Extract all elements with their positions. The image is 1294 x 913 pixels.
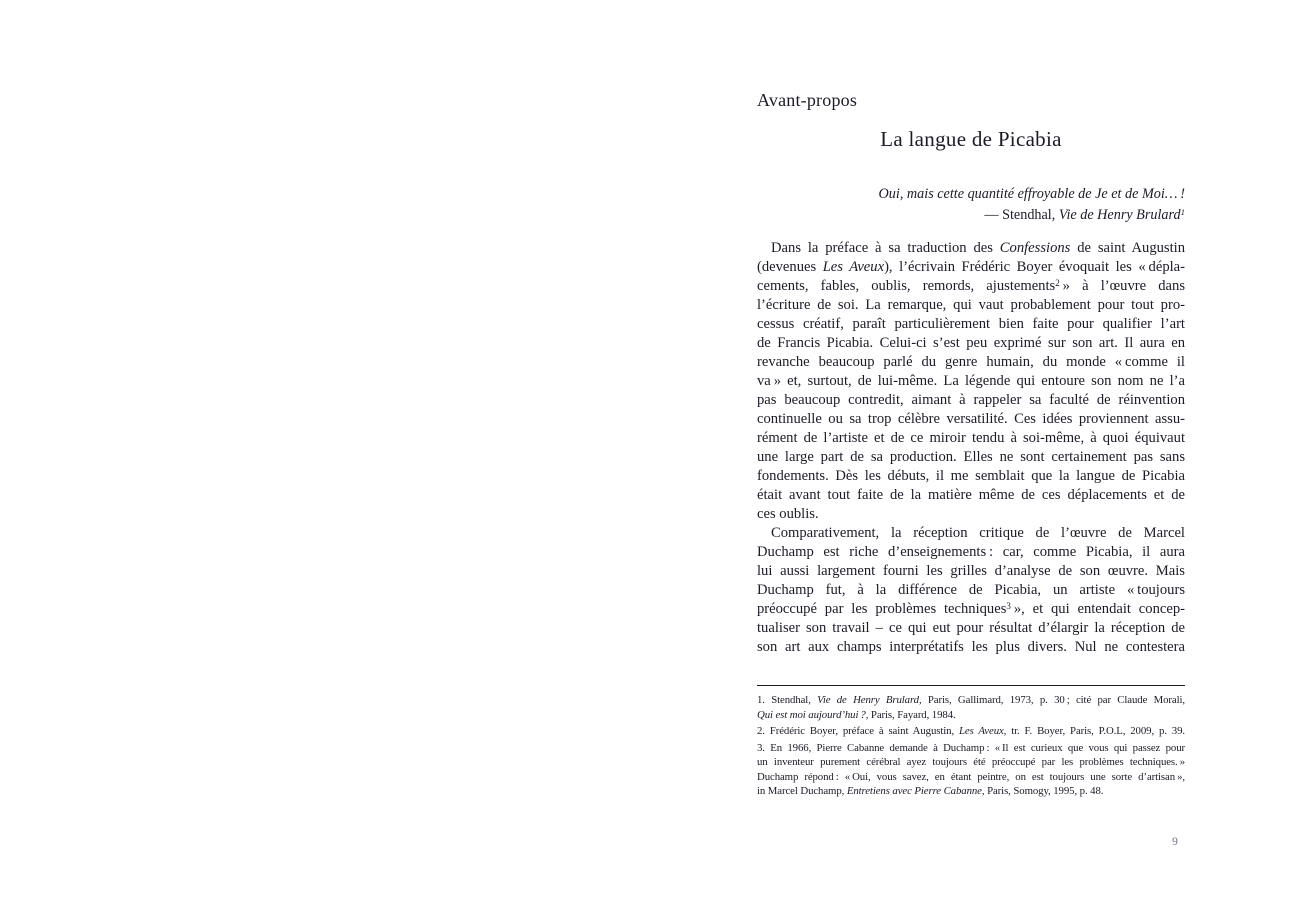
page-number: 9 [1172, 836, 1178, 848]
text-line [757, 505, 1185, 524]
footnote-ref: 2 [1055, 277, 1060, 288]
text-segment: fondements. Dès les débuts, il me semblait que la langue de Picabia [757, 468, 1185, 484]
italic-text: Les Aveux, [958, 725, 1007, 737]
text-segment: Duchamp répond : « Oui, vous savez, en étant peintre, on est toujours une sorte d’artisan », [757, 770, 1185, 783]
text-segment: un inventeur purement cérébral ayez toujours été préoccupé par les problèmes techniques. » [757, 756, 1185, 768]
chapter-title: La langue de Picabia [880, 127, 1062, 151]
text-segment: Dans la préface à sa traduction des [771, 240, 1000, 256]
right-page-text-column [757, 0, 1185, 801]
paragraph [757, 239, 1185, 524]
text-segment: , Paris, Somogy, 1995, p. 48. [981, 785, 1104, 797]
footnote-ref: 1 [1180, 207, 1185, 218]
text-line [757, 724, 1185, 739]
footnotes-section [757, 685, 1185, 799]
text-segment: ), l’écrivain Frédéric Boyer évoquait les « dépla- [884, 259, 1185, 275]
text-segment: 2. Frédéric Boyer, préface à saint Augustin, [757, 725, 959, 737]
footnote-entry [757, 741, 1185, 799]
text-line [757, 353, 1185, 372]
text-line [757, 205, 1185, 226]
text-line [757, 562, 1185, 581]
text-line [757, 315, 1185, 334]
text-line [757, 543, 1185, 562]
text-segment: de Francis Picabia. Celui-ci s’est peu exprimé sur son art. Il aura en [757, 335, 1185, 351]
text-line [757, 391, 1185, 410]
text-line [757, 448, 1185, 467]
text-line [757, 296, 1185, 315]
body-text [757, 239, 1185, 657]
text-segment: revanche beaucoup parlé du genre humain, du monde « comme il [757, 354, 1185, 370]
footnote-entry [757, 693, 1185, 722]
text-line [757, 258, 1185, 277]
text-line [757, 619, 1185, 638]
text-segment: tualiser son travail – ce qui eut pour résultat d’élargir la réception de [757, 620, 1185, 636]
text-segment: Comparativement, la réception critique de l’œuvre de Marcel [771, 525, 1185, 541]
text-line [757, 784, 1185, 799]
text-segment: rément de l’artiste et de ce miroir tendu à soi-même, à quoi équivaut [757, 430, 1185, 446]
text-line [757, 372, 1185, 391]
italic-text: Qui est moi aujourd’hui ? [757, 708, 866, 721]
text-line [757, 524, 1185, 543]
text-line [757, 581, 1185, 600]
text-segment: — Stendhal, [984, 207, 1059, 223]
italic-text: Confessions [999, 240, 1071, 256]
text-segment: (devenues [757, 259, 823, 275]
text-segment: Paris, Gallimard, 1973, p. 30 ; cité par Claude Morali, [921, 694, 1185, 706]
text-segment: Duchamp fut, à la différence de Picabia, un artiste « toujours [757, 582, 1185, 598]
chapter-header: Avant-propos [757, 90, 858, 110]
text-segment: », et qui entendait concep- [1010, 601, 1185, 617]
italic-text: Vie de Henry Brulard [1058, 207, 1181, 223]
text-segment: cessus créatif, paraît particulièrement bien faite pour qualifier l’art [757, 316, 1185, 332]
footnote-ref: 3 [1006, 600, 1011, 611]
text-segment: une large part de sa production. Elles ne sont certainement pas sans [757, 449, 1185, 465]
text-segment: préoccupé par les problèmes techniques [757, 601, 1007, 617]
text-line [757, 467, 1185, 486]
text-segment: de saint Augustin [1070, 240, 1185, 256]
italic-text: Oui, mais cette quantité effroyable de Je et de Moi… ! [878, 186, 1185, 202]
text-segment: continuelle ou sa trop célèbre versatilité. Ces idées proviennent assu- [757, 411, 1185, 427]
text-line [757, 277, 1185, 296]
text-line [757, 486, 1185, 505]
text-segment: va » et, surtout, de lui-même. La légende qui entoure son nom ne l’a [757, 373, 1185, 389]
text-segment: tr. F. Boyer, Paris, P.O.L, 2009, p. 39. [1006, 725, 1185, 737]
text-line [757, 638, 1185, 657]
text-segment: in Marcel Duchamp, [757, 785, 847, 797]
epigraph [757, 184, 1185, 226]
text-segment: l’écriture de soi. La remarque, qui vaut probablement pour tout pro- [757, 297, 1185, 313]
text-line [757, 693, 1185, 708]
italic-text: Vie de Henry Brulard, [817, 694, 922, 706]
text-segment: pas beaucoup contredit, aimant à rappeler sa faculté de réinvention [757, 392, 1185, 408]
text-line [757, 429, 1185, 448]
text-line [757, 334, 1185, 353]
italic-text: Entretiens avec Pierre Cabanne [846, 785, 982, 797]
text-line [757, 770, 1185, 785]
text-line [757, 239, 1185, 258]
italic-text: Les Aveux [822, 259, 885, 275]
text-segment: cements, fables, oublis, remords, ajustements [757, 278, 1056, 294]
text-line [757, 741, 1185, 756]
text-line [757, 708, 1185, 723]
text-segment: , Paris, Fayard, 1984. [865, 708, 956, 721]
footnote-entry [757, 724, 1185, 739]
paragraph [757, 524, 1185, 657]
text-segment: 1. Stendhal, [757, 694, 818, 706]
text-line [757, 600, 1185, 619]
text-segment: 3. En 1966, Pierre Cabanne demande à Duchamp : « Il est curieux que vous qui passez pour [757, 741, 1185, 754]
text-segment: » à l’œuvre dans [1059, 278, 1185, 294]
text-segment: était avant tout faite de la matière même de ces déplacements et de [757, 487, 1185, 503]
text-segment: ces oublis. [757, 506, 819, 522]
text-line [757, 184, 1185, 205]
text-segment: son art aux champs interprétatifs les plus divers. Nul ne contestera [757, 639, 1185, 655]
text-line [757, 755, 1185, 770]
text-segment: Duchamp est riche d’enseignements : car, comme Picabia, il aura [757, 544, 1185, 560]
text-segment: lui aussi largement fourni les grilles d’analyse de son œuvre. Mais [757, 563, 1185, 579]
text-line [757, 410, 1185, 429]
